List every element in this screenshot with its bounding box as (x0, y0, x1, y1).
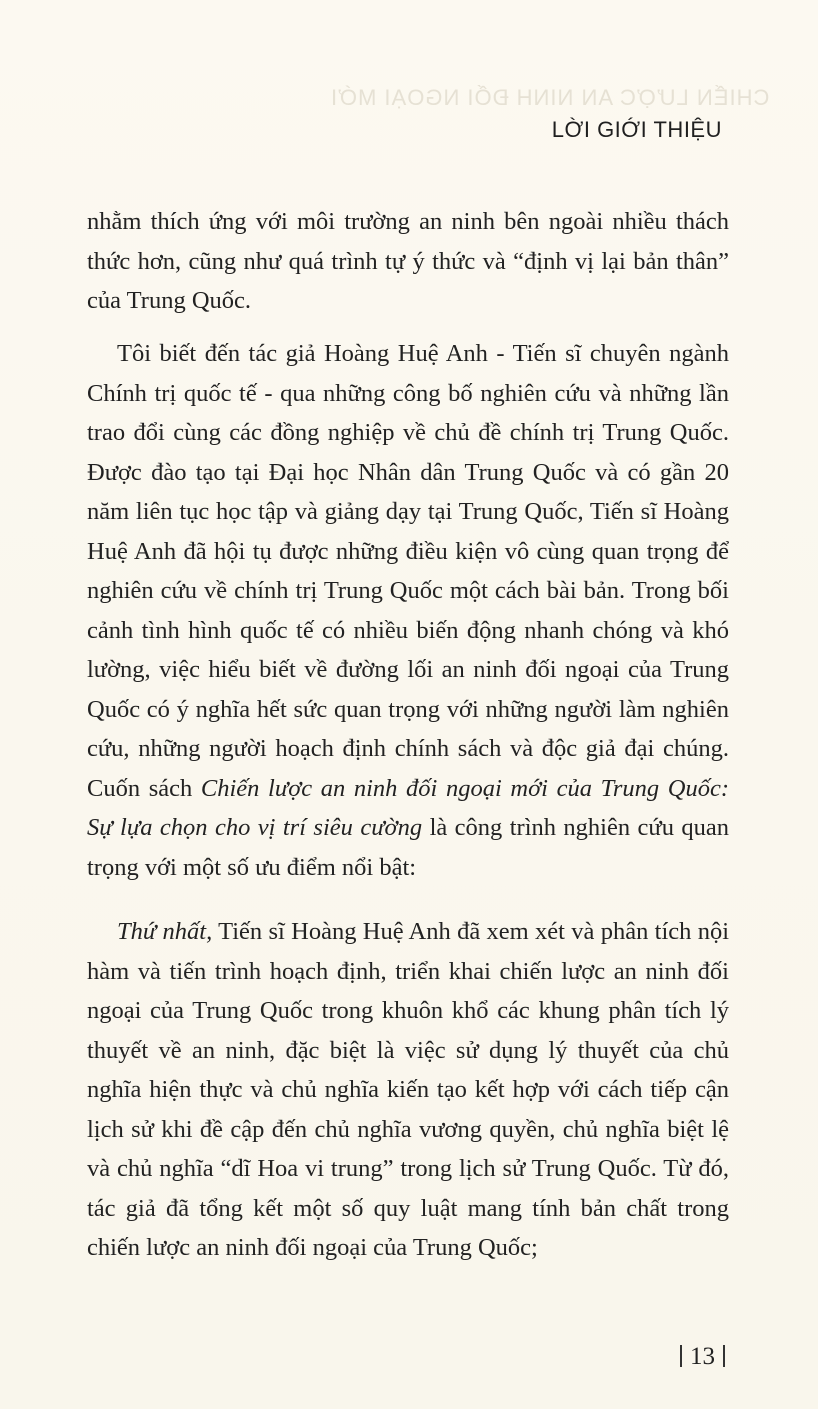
page-number (672, 1343, 733, 1371)
paragraph-text-rest: Tiến sĩ Hoàng Huệ Anh đã xem xét và phân tích nội hàm và tiến trình hoạch định, triển khai chiến lược an ninh đối ngoại của Trung Quốc trong khuôn khổ các khung phân tích lý thuyết về an ninh, đặc biệt là việc sử dụng lý thuyết của chủ nghĩa hiện thực và chủ nghĩa kiến tạo kết hợp với cách tiếp cận lịch sử khi đề cập đến chủ nghĩa vương quyền, chủ nghĩa biệt lệ và chủ nghĩa “dĩ Hoa vi trung” trong lịch sử Trung Quốc. Từ đó, tác giả đã tổng kết một số quy luật mang tính bản chất trong chiến lược an ninh đối ngoại của Trung Quốc; (87, 918, 729, 1261)
running-header: LỜI GIỚI THIỆU (551, 117, 722, 142)
paragraph-text-end: là công trình nghiên cứu quan trọng với một số ưu điểm nổi bật: (87, 814, 729, 881)
point-lead: Thứ nhất, (117, 918, 213, 945)
paragraph-text (87, 912, 729, 1268)
bleed-through-text: CHIẾN LƯỢC AN NINH ĐỐI NGOẠI MỚI (330, 85, 770, 110)
paragraph-first-point (87, 912, 729, 1268)
paragraph-text: nhằm thích ứng với môi trường an ninh bên ngoài nhiều thách thức hơn, cũng như quá trình tự ý thức và “định vị lại bản thân” của Trung Quốc. (87, 208, 729, 314)
paragraph-text-start: Tôi biết đến tác giả Hoàng Huệ Anh - Tiến sĩ chuyên ngành Chính trị quốc tế - qua những công bố nghiên cứu và những lần trao đổi cùng các đồng nghiệp về chủ đề chính trị Trung Quốc. Được đào tạo tại Đại học Nhân dân Trung Quốc và có gần 20 năm liên tục học tập và giảng dạy tại Trung Quốc, Tiến sĩ Hoàng Huệ Anh đã hội tụ được những điều kiện vô cùng quan trọng để nghiên cứu về chính trị Trung Quốc một cách bài bản. Trong bối cảnh tình hình quốc tế có nhiều biến động nhanh chóng và khó lường, việc hiểu biết về đường lối an ninh đối ngoại của Trung Quốc có ý nghĩa hết sức quan trọng với những người làm nghiên cứu, những người hoạch định chính sách và độc giả đại chúng. Cuốn sách (87, 340, 729, 802)
paragraph-text (87, 334, 729, 887)
page-number-left-bar (680, 1345, 682, 1367)
page-number-right-bar (723, 1345, 725, 1367)
page-number-value: 13 (690, 1343, 715, 1370)
book-title: Chiến lược an ninh đối ngoại mới của Trung Quốc: Sự lựa chọn cho vị trí siêu cường (87, 774, 730, 841)
paragraph-continuation (87, 202, 729, 321)
paragraph-author-introduction (87, 334, 729, 887)
